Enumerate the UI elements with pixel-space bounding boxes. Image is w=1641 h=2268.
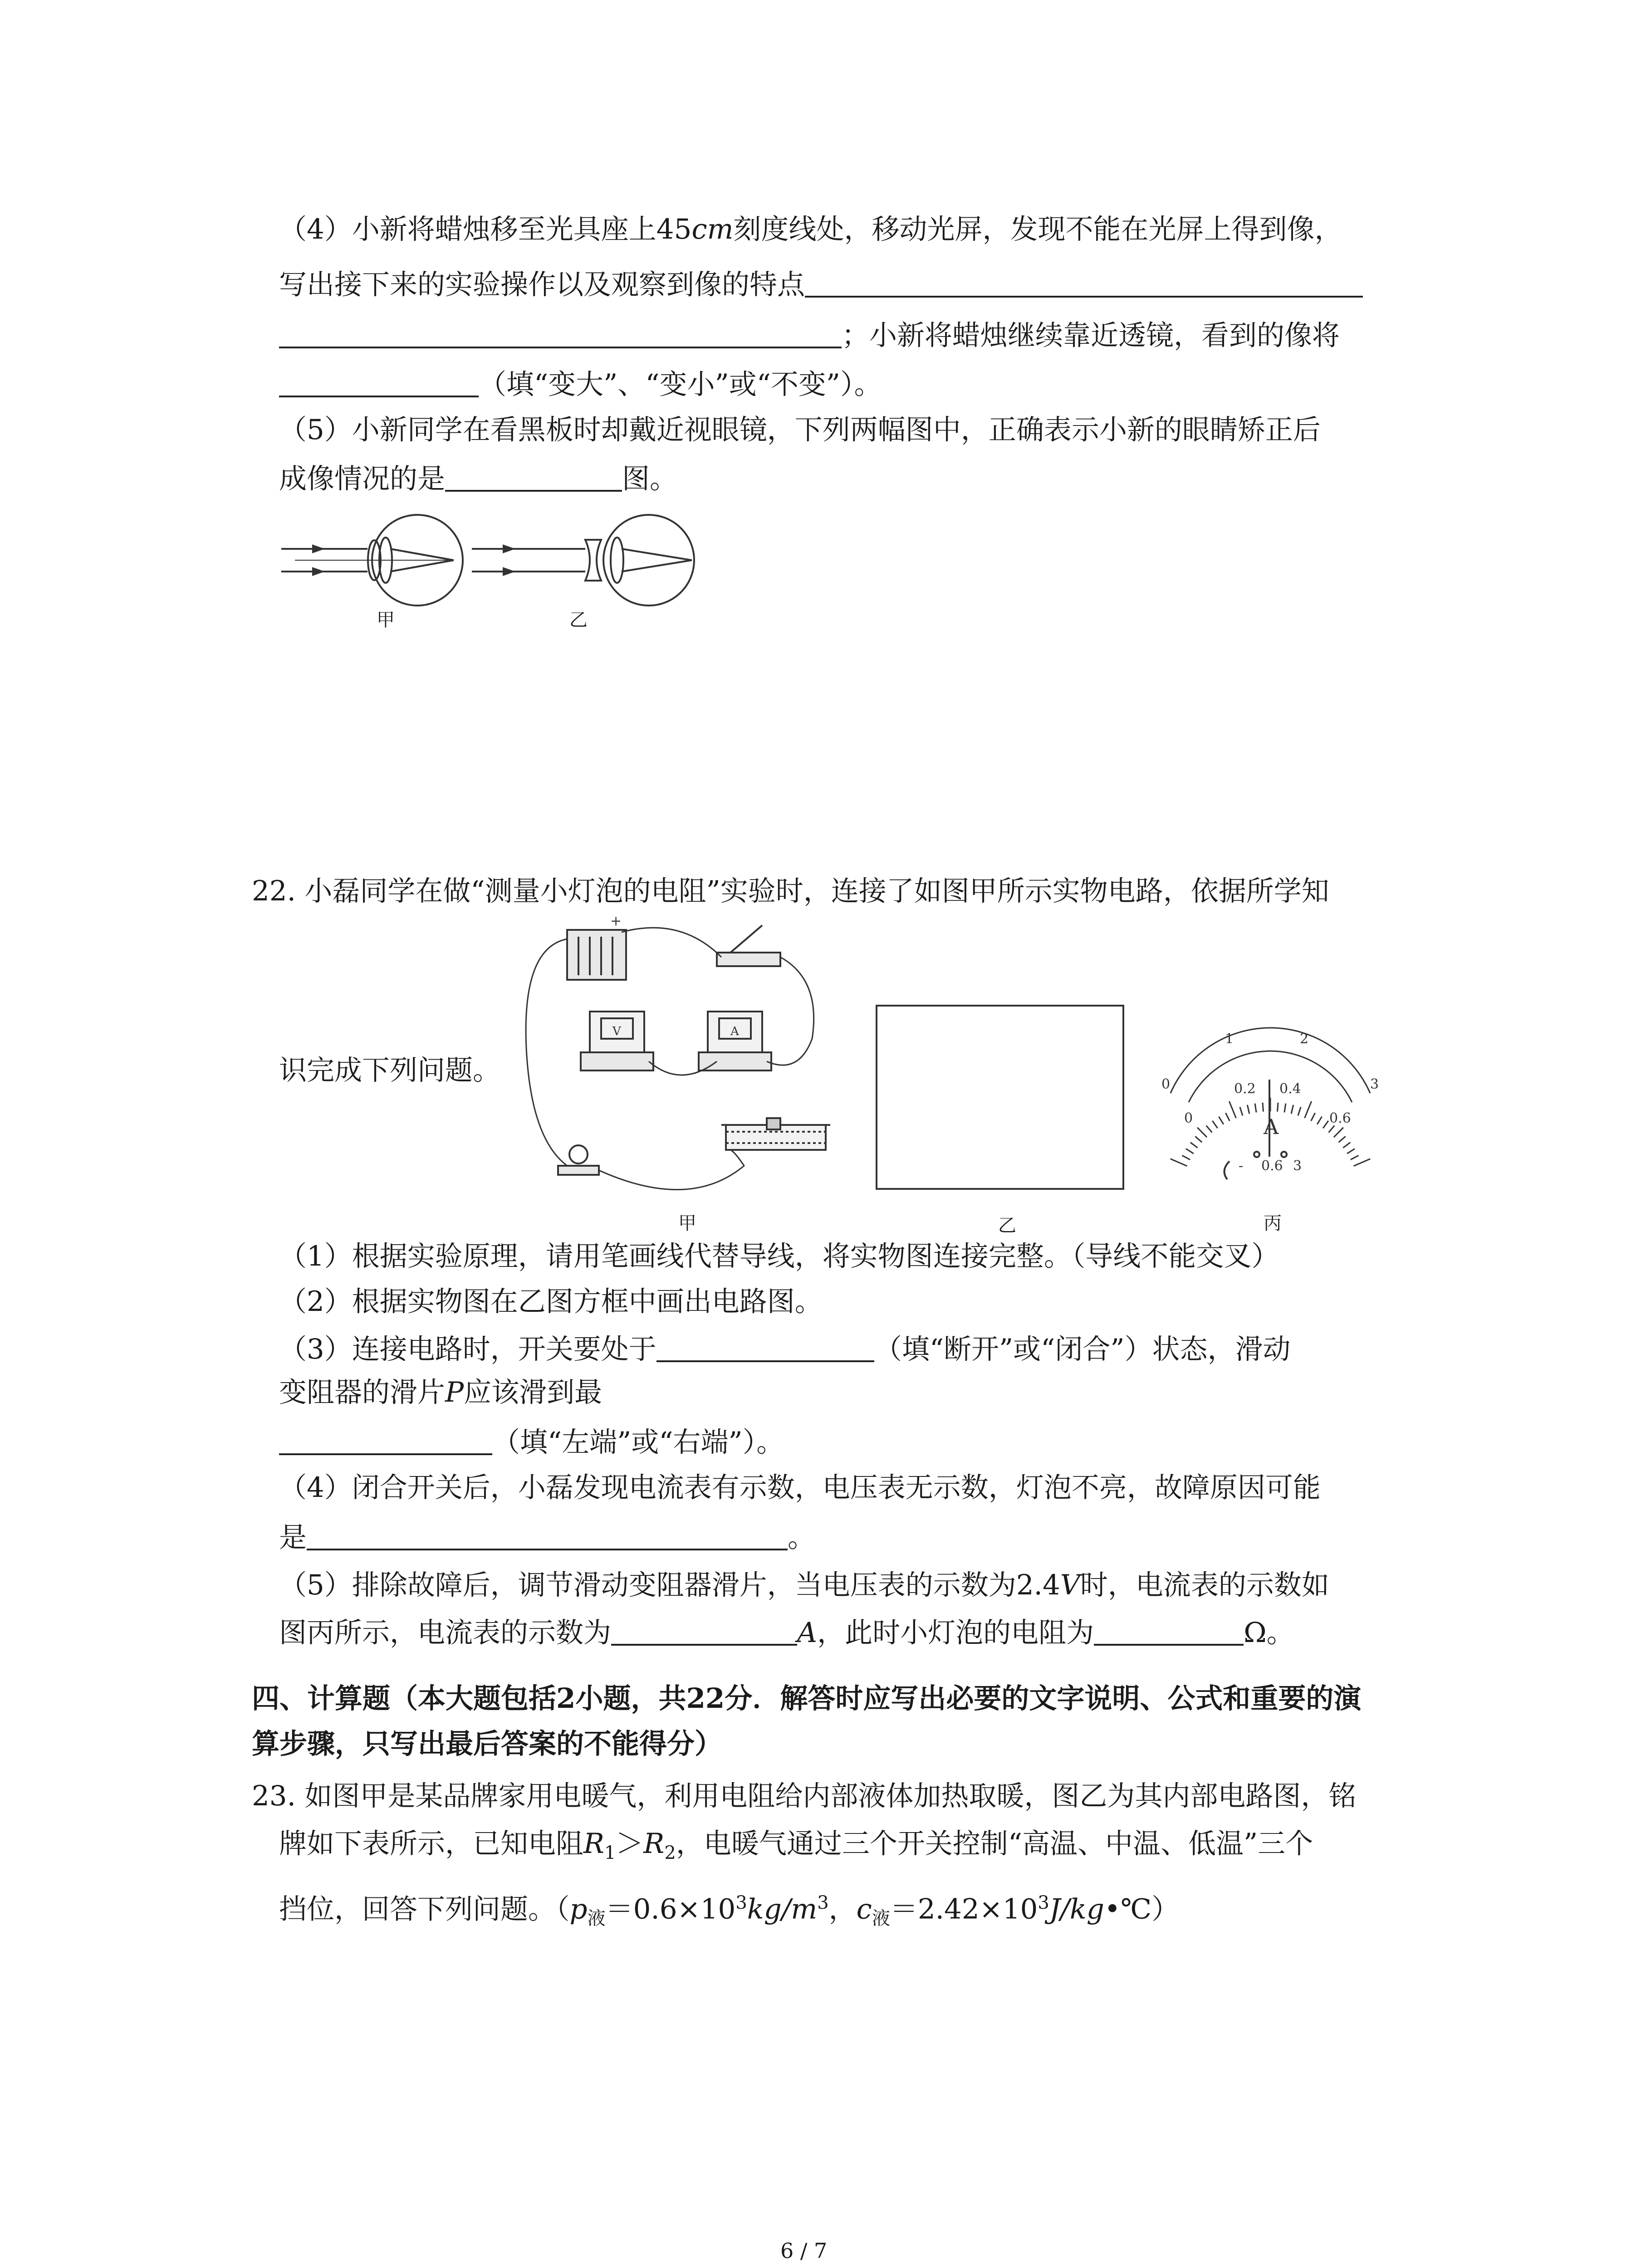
svg-text:+: + [610, 913, 622, 929]
text: （2）根据实物图在乙图方框中画出电路图。 [279, 1286, 823, 1318]
variable: P [445, 1376, 464, 1408]
q21-part4-line2 [279, 267, 1363, 303]
text: 挡位，回答下列问题。（ [279, 1893, 570, 1926]
text: 算步骤，只写出最后答案的不能得分） [252, 1728, 723, 1760]
dial-tick [1311, 1113, 1315, 1121]
terminal-label: 0.6 [1261, 1158, 1283, 1174]
dial-tick [1351, 1155, 1359, 1159]
superscript: 3 [817, 1892, 829, 1913]
text: ＝2.42×10 [890, 1893, 1038, 1926]
dial-tick [1317, 1117, 1322, 1124]
dial-tick [1171, 1159, 1187, 1166]
text: 图。 [622, 463, 678, 495]
text: 时，电流表的示数如 [1080, 1569, 1329, 1601]
section4-heading-line1 [252, 1681, 1361, 1717]
bottom-scale-label: 0.4 [1279, 1081, 1301, 1097]
answer-blank[interactable] [611, 1617, 797, 1646]
answer-blank[interactable] [805, 269, 1363, 298]
text: 。 [788, 1521, 816, 1554]
text: 23. 如图甲是某品牌家用电暖气，利用电阻给内部液体加热取暖，图乙为其内部电路图，铭 [252, 1780, 1357, 1812]
dial-tick [1247, 1105, 1249, 1114]
unit: J/kg• [1049, 1893, 1121, 1926]
top-scale-label: 0 [1161, 1076, 1171, 1092]
dial-tick [1229, 1101, 1236, 1118]
text: 成像情况的是 [279, 463, 446, 495]
text: （1）根据实验原理，请用笔画线代替导线，将实物图连接完整。（导线不能交叉） [279, 1240, 1279, 1272]
answer-blank[interactable] [279, 319, 842, 348]
terminal-label: - [1239, 1158, 1244, 1174]
dial-unit: A [1264, 1114, 1279, 1139]
variable: R [643, 1828, 665, 1860]
dial-tick [1305, 1101, 1312, 1118]
top-scale-label: 3 [1370, 1076, 1379, 1092]
superscript: 3 [1038, 1892, 1049, 1913]
superscript: 3 [735, 1892, 747, 1913]
q22-part5-line1 [279, 1567, 1329, 1603]
terminal-label: 3 [1293, 1158, 1302, 1174]
dial-tick [1298, 1107, 1301, 1116]
eye-lens [611, 538, 623, 583]
unit: V [1060, 1569, 1080, 1601]
answer-blank[interactable] [445, 463, 622, 492]
q22-part5-line2 [279, 1615, 1294, 1651]
text: （4）小新将蜡烛移至光具座上45 [279, 213, 692, 245]
voltmeter [581, 1012, 653, 1070]
figure-label-jia: 甲 [377, 610, 395, 631]
ammeter-dial [1152, 1025, 1388, 1188]
q22-part3-line1 [279, 1331, 1291, 1368]
unit: kg/m [747, 1893, 818, 1926]
rheostat [721, 1118, 830, 1150]
q22-part3-line2 [279, 1374, 602, 1411]
answer-blank[interactable] [1094, 1617, 1244, 1646]
dial-tick [1323, 1121, 1328, 1128]
eye-diagram-jia [281, 515, 463, 606]
q21-part4-line3 [279, 318, 1340, 354]
dial-tick [1343, 1143, 1350, 1148]
dial-tick [1219, 1117, 1223, 1124]
text: （填“变大”、“变小”或“不变”）。 [479, 368, 882, 401]
bottom-scale-label: 0.6 [1329, 1110, 1351, 1126]
concave-lens [585, 540, 601, 581]
eye-diagrams [277, 506, 730, 642]
text: （填“左端”或“右端”）。 [492, 1426, 784, 1458]
bottom-scale-label: 0 [1184, 1110, 1193, 1126]
variable: p [569, 1893, 588, 1926]
text: （5）排除故障后，调节滑动变阻器滑片，当电压表的示数为2.4 [279, 1569, 1060, 1601]
ammeter-unit-small: A [730, 1025, 739, 1038]
dial-tick [1190, 1143, 1198, 1148]
dial-tick [1329, 1125, 1335, 1132]
dial-tick [1354, 1159, 1371, 1166]
dial-tick [1212, 1121, 1218, 1128]
q22-intro-line1 [252, 873, 1329, 909]
section4-heading-line2 [252, 1726, 722, 1762]
subscript: 液 [587, 1908, 606, 1929]
q23-line3 [279, 1885, 1179, 1937]
dial-tick [1186, 1149, 1194, 1154]
subscript: 1 [604, 1843, 616, 1864]
text: （3）连接电路时，开关要处于 [279, 1333, 656, 1365]
text: （填“断开”或“闭合”）状态，滑动 [874, 1333, 1291, 1365]
q22-part1 [279, 1238, 1279, 1275]
dial-tick [1255, 1104, 1256, 1113]
text: Ω。 [1244, 1617, 1294, 1649]
text: ；小新将蜡烛继续靠近透镜，看到的像将 [842, 319, 1340, 352]
q23-line2 [279, 1826, 1313, 1871]
light-bulb [558, 1145, 599, 1175]
q22-part3-line3 [279, 1424, 784, 1461]
text: 图丙所示，电流表的示数为 [279, 1617, 612, 1649]
dial-tick [1347, 1149, 1355, 1154]
dial-tick [1182, 1155, 1190, 1159]
answer-blank[interactable] [307, 1521, 788, 1550]
unit: A [797, 1617, 818, 1649]
text: 变阻器的滑片 [279, 1376, 446, 1408]
unit: cm [691, 213, 734, 245]
dial-tick [1197, 1128, 1207, 1137]
q21-part4-line1 [279, 211, 1342, 248]
text: ，此时小灯泡的电阻为 [817, 1617, 1094, 1649]
page-number: 6 / 7 [780, 2239, 828, 2263]
text: ＝0.6×10 [605, 1893, 736, 1926]
text: 刻度线处，移动光屏，发现不能在光屏上得到像， [733, 213, 1342, 245]
subscript: 2 [664, 1843, 676, 1864]
text: ＞ [616, 1828, 644, 1860]
knife-switch [717, 925, 780, 966]
figure-label-bing: 丙 [1264, 1213, 1282, 1234]
figure-label-yi-22: 乙 [998, 1215, 1016, 1236]
ammeter [699, 1012, 771, 1070]
q21-part4-line4 [279, 367, 882, 403]
variable: R [583, 1828, 604, 1860]
text: 写出接下来的实验操作以及观察到像的特点 [279, 269, 805, 301]
q22-part4-line2 [279, 1520, 815, 1556]
text: 牌如下表所示，已知电阻 [279, 1828, 584, 1860]
text: 是 [279, 1521, 307, 1554]
text: （4）闭合开关后，小磊发现电流表有示数，电压表无示数，灯泡不亮，故障原因可能 [279, 1471, 1321, 1504]
dial-tick [1195, 1136, 1202, 1142]
answer-blank[interactable] [279, 368, 479, 397]
dial-tick [1334, 1128, 1343, 1137]
text: ℃） [1120, 1893, 1180, 1926]
q22-part4-line1 [279, 1470, 1321, 1506]
q21-part5-line2 [279, 461, 677, 497]
top-scale-label: 1 [1225, 1031, 1234, 1047]
subscript: 液 [872, 1908, 890, 1929]
dial-tick [1278, 1103, 1279, 1112]
text: （5）小新同学在看黑板时却戴近视眼镜，下列两幅图中，正确表示小新的眼睛矫正后 [279, 414, 1321, 446]
dial-tick [1284, 1104, 1286, 1113]
bottom-scale-label: 0.2 [1234, 1081, 1256, 1097]
answer-blank[interactable] [656, 1333, 874, 1362]
answer-blank[interactable] [279, 1426, 492, 1455]
eyeball [603, 515, 694, 606]
text: 22. 小磊同学在做“测量小灯泡的电阻”实验时，连接了如图甲所示实物电路，依据所学知 [252, 875, 1329, 907]
text: 四、计算题（本大题包括2小题，共22分．解答时应写出必要的文字说明、公式和重要的演 [252, 1682, 1362, 1715]
dial-tick [1206, 1125, 1212, 1132]
physical-circuit-diagram [508, 912, 871, 1202]
dial-tick [1291, 1105, 1293, 1114]
q22-intro-line2 [279, 1052, 500, 1089]
q22-part2 [279, 1284, 823, 1320]
battery-pack [567, 913, 626, 980]
voltmeter-unit: V [612, 1025, 621, 1038]
dial-tick [1263, 1103, 1264, 1112]
dial-tick [1225, 1113, 1230, 1121]
eye-diagram-yi [472, 515, 694, 606]
dial-tick [1240, 1107, 1243, 1116]
top-scale-label: 2 [1300, 1031, 1309, 1047]
circuit-drawing-box [876, 1005, 1124, 1190]
q23-line1 [252, 1778, 1356, 1814]
figure-label-jia-22: 甲 [678, 1213, 696, 1234]
terminal-wire [1225, 1161, 1230, 1179]
text: 识完成下列问题。 [279, 1054, 501, 1086]
figure-label-yi: 乙 [569, 610, 588, 631]
text: 应该滑到最 [464, 1376, 603, 1408]
variable: c [856, 1893, 872, 1926]
q21-part5-line1 [279, 412, 1321, 448]
dial-tick [1339, 1136, 1346, 1142]
text: ，电暖气通过三个开关控制“高温、中温、低温”三个 [676, 1828, 1313, 1860]
text: ， [828, 1893, 857, 1926]
